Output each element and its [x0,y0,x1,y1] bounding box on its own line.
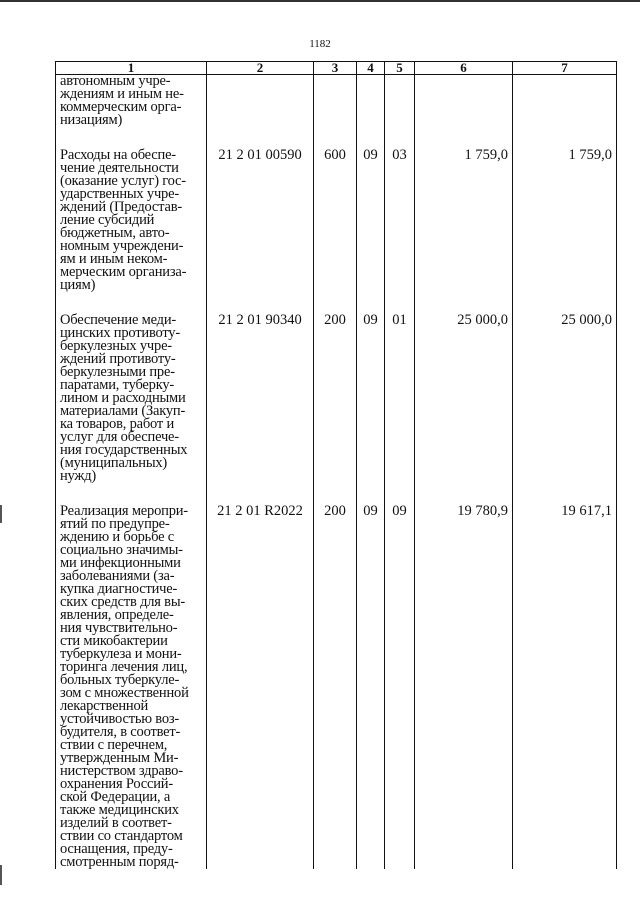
row-target-code: 21 2 01 90340 [207,314,314,483]
header-col-3: 3 [314,62,357,75]
row-amount-2 [513,75,617,128]
table-row [56,314,617,483]
header-col-1: 1 [56,62,207,75]
row-amount-1: 25 000,0 [415,314,513,483]
page-top-edge [0,0,640,2]
row-subsection [385,75,415,128]
row-amount-2: 19 617,1 [513,505,617,869]
row-amount-1 [415,75,513,128]
table-row [56,75,617,128]
row-amount-2: 1 759,0 [513,149,617,292]
left-margin-mark [0,505,2,523]
header-col-2: 2 [207,62,314,75]
row-spacer [56,127,617,149]
row-expense-type: 200 [314,505,357,869]
row-expense-type: 200 [314,314,357,483]
row-subsection: 03 [385,149,415,292]
row-amount-1: 1 759,0 [415,149,513,292]
row-target-code: 21 2 01 00590 [207,149,314,292]
row-section: 09 [357,314,385,483]
row-section [357,75,385,128]
row-section: 09 [357,149,385,292]
header-col-5: 5 [385,62,415,75]
row-expense-type [314,75,357,128]
row-target-code [207,75,314,128]
header-col-4: 4 [357,62,385,75]
row-spacer [56,292,617,314]
header-col-6: 6 [415,62,513,75]
row-name: автономным учре- ждениям и иным не- коммерческим орга- низациям) [56,75,207,128]
row-name: Обеспечение меди- цинских противоту- беркулезных учре- ждений противоту- беркулезными пре- паратами, туберку- лином и расходными материалами (Закуп- ка товаров, работ и услуг для обеспече- ния государственных (муниципальных) нужд) [56,314,207,483]
budget-table [55,61,617,869]
table-row [56,149,617,292]
header-col-7: 7 [513,62,617,75]
row-section: 09 [357,505,385,869]
row-amount-2: 25 000,0 [513,314,617,483]
row-spacer [56,483,617,505]
table-row [56,505,617,869]
row-subsection: 01 [385,314,415,483]
left-margin-mark [0,865,2,885]
row-name: Расходы на обеспе- чение деятельности (оказание услуг) гос- ударственных учре- ждений (Предостав- ление субсидий бюджетным, авто- номным учреждени- ям и иным неком- мерческим организа- циям) [56,149,207,292]
row-target-code: 21 2 01 R2022 [207,505,314,869]
row-expense-type: 600 [314,149,357,292]
row-name: Реализация меропри- ятий по предупре- ждению и борьбе с социально значимы- ми инфекционными заболеваниями (за- купка диагностиче- ских средств для вы- явления, определе- ния чувствительно- сти микобактерии туберкулеза и мони- торинга лечения лиц, больных туберкуле- зом с множественной лекарственной устойчивостью воз- будителя, в соответ- ствии с перечнем, утвержденным Ми- нистерством здраво- охранения Россий- ской Федерации, а также медицинских изделий в соответ- ствии со стандартом оснащения, преду- смотренным поряд- [56,505,207,869]
page-number: 1182 [309,38,331,50]
row-amount-1: 19 780,9 [415,505,513,869]
row-subsection: 09 [385,505,415,869]
